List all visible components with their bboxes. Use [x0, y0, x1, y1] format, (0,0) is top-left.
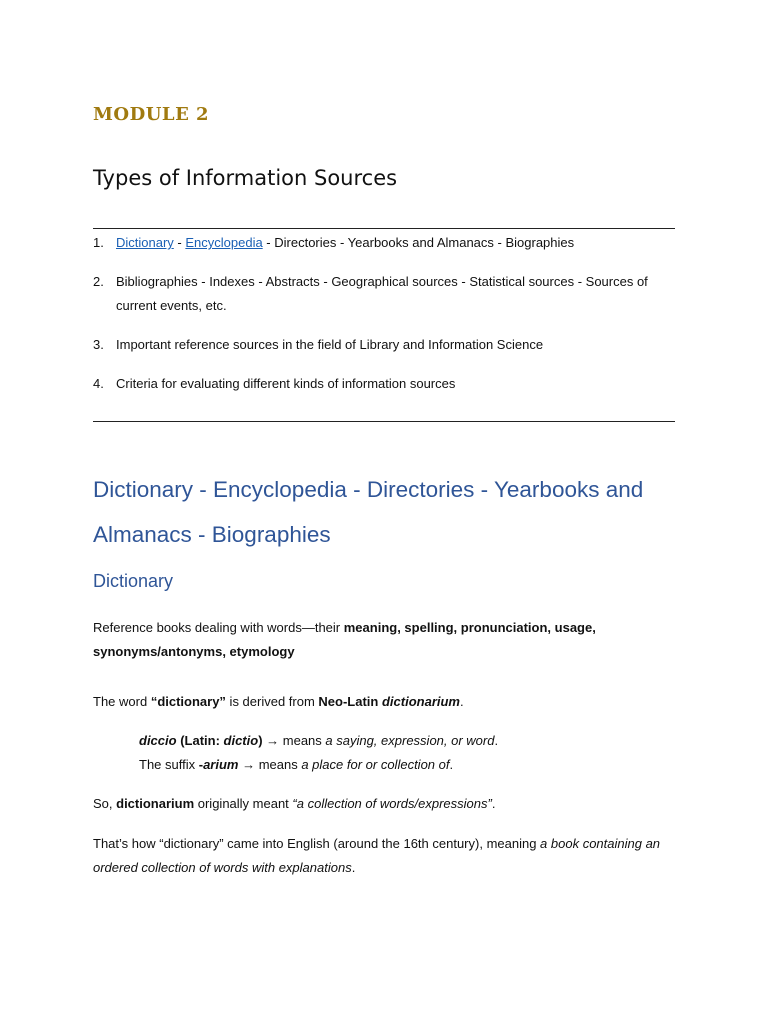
text-run: The suffix [139, 757, 199, 772]
subsection-heading: Dictionary [93, 571, 174, 591]
text-run: is derived from [225, 694, 319, 709]
bold-italic-text: arium [203, 757, 239, 772]
bold-italic-text: diccio [139, 733, 177, 748]
etymology-detail [139, 729, 675, 777]
text-run: Reference books dealing with words—their [93, 620, 344, 635]
top-divider [93, 228, 675, 229]
bold-text: Neo-Latin [318, 694, 382, 709]
encyclopedia-link[interactable]: Encyclopedia [185, 235, 263, 250]
italic-text: a place for or collection of [301, 757, 450, 772]
list-item [93, 231, 675, 255]
list-item [93, 270, 675, 318]
list-number: 1. [93, 235, 104, 250]
bold-italic-text: dictio [223, 733, 259, 748]
bold-italic-text: dictionarium [381, 694, 460, 709]
page-title: Types of Information Sources [93, 166, 398, 190]
list-number: 2. [93, 274, 104, 289]
text-run: . [494, 733, 499, 748]
contents-list [93, 231, 675, 411]
text-run: The word [93, 694, 151, 709]
text-run: That’s how “dictionary” came into English (around the 16th century), meaning [93, 836, 541, 851]
bold-text: “dictionary” [150, 694, 226, 709]
list-number: 3. [93, 337, 104, 352]
text-run: → means [238, 757, 302, 772]
list-item-text: Important reference sources in the field of Library and Information Science [116, 337, 544, 352]
bold-text: ) [258, 733, 263, 748]
list-item [93, 372, 675, 396]
dictionary-link[interactable]: Dictionary [116, 235, 174, 250]
section-heading: Dictionary - Encyclopedia - Directories - Yearbooks and Almanacs - Biographies [93, 477, 644, 547]
list-item-text: Criteria for evaluating different kinds of information sources [116, 376, 456, 391]
module-label: MODULE 2 [93, 104, 210, 125]
italic-text: a saying, expression, or word [325, 733, 495, 748]
text-run: . [351, 860, 356, 875]
bold-text: dictionarium [116, 796, 195, 811]
text-run: So, [93, 796, 117, 811]
text-run: . [449, 757, 454, 772]
definition-paragraph [93, 616, 675, 664]
history-paragraph [93, 832, 675, 880]
list-number: 4. [93, 376, 104, 391]
text-run: originally meant [194, 796, 293, 811]
bold-text: - [198, 757, 204, 772]
italic-text: “a collection of words/expressions” [292, 796, 492, 811]
etymology-paragraph [93, 690, 675, 714]
text-run: . [491, 796, 496, 811]
list-item-text: Bibliographies - Indexes - Abstracts - Geographical sources - Statistical sources - Sources of current events, etc. [116, 274, 648, 313]
meaning-paragraph [93, 792, 675, 816]
list-item [93, 333, 675, 357]
italic-text: a book containing an ordered collection of words with explanations [93, 836, 661, 875]
bold-text: meaning, spelling, pronunciation, usage, synonyms/antonyms, etymology [93, 620, 596, 659]
text-run: . [460, 694, 464, 709]
text-run: → means [262, 733, 326, 748]
bold-text: (Latin: [176, 733, 224, 748]
list-item-text: - Directories - Yearbooks and Almanacs - Biographies [262, 235, 575, 250]
bottom-divider [93, 421, 675, 422]
link-separator: - [173, 235, 186, 250]
